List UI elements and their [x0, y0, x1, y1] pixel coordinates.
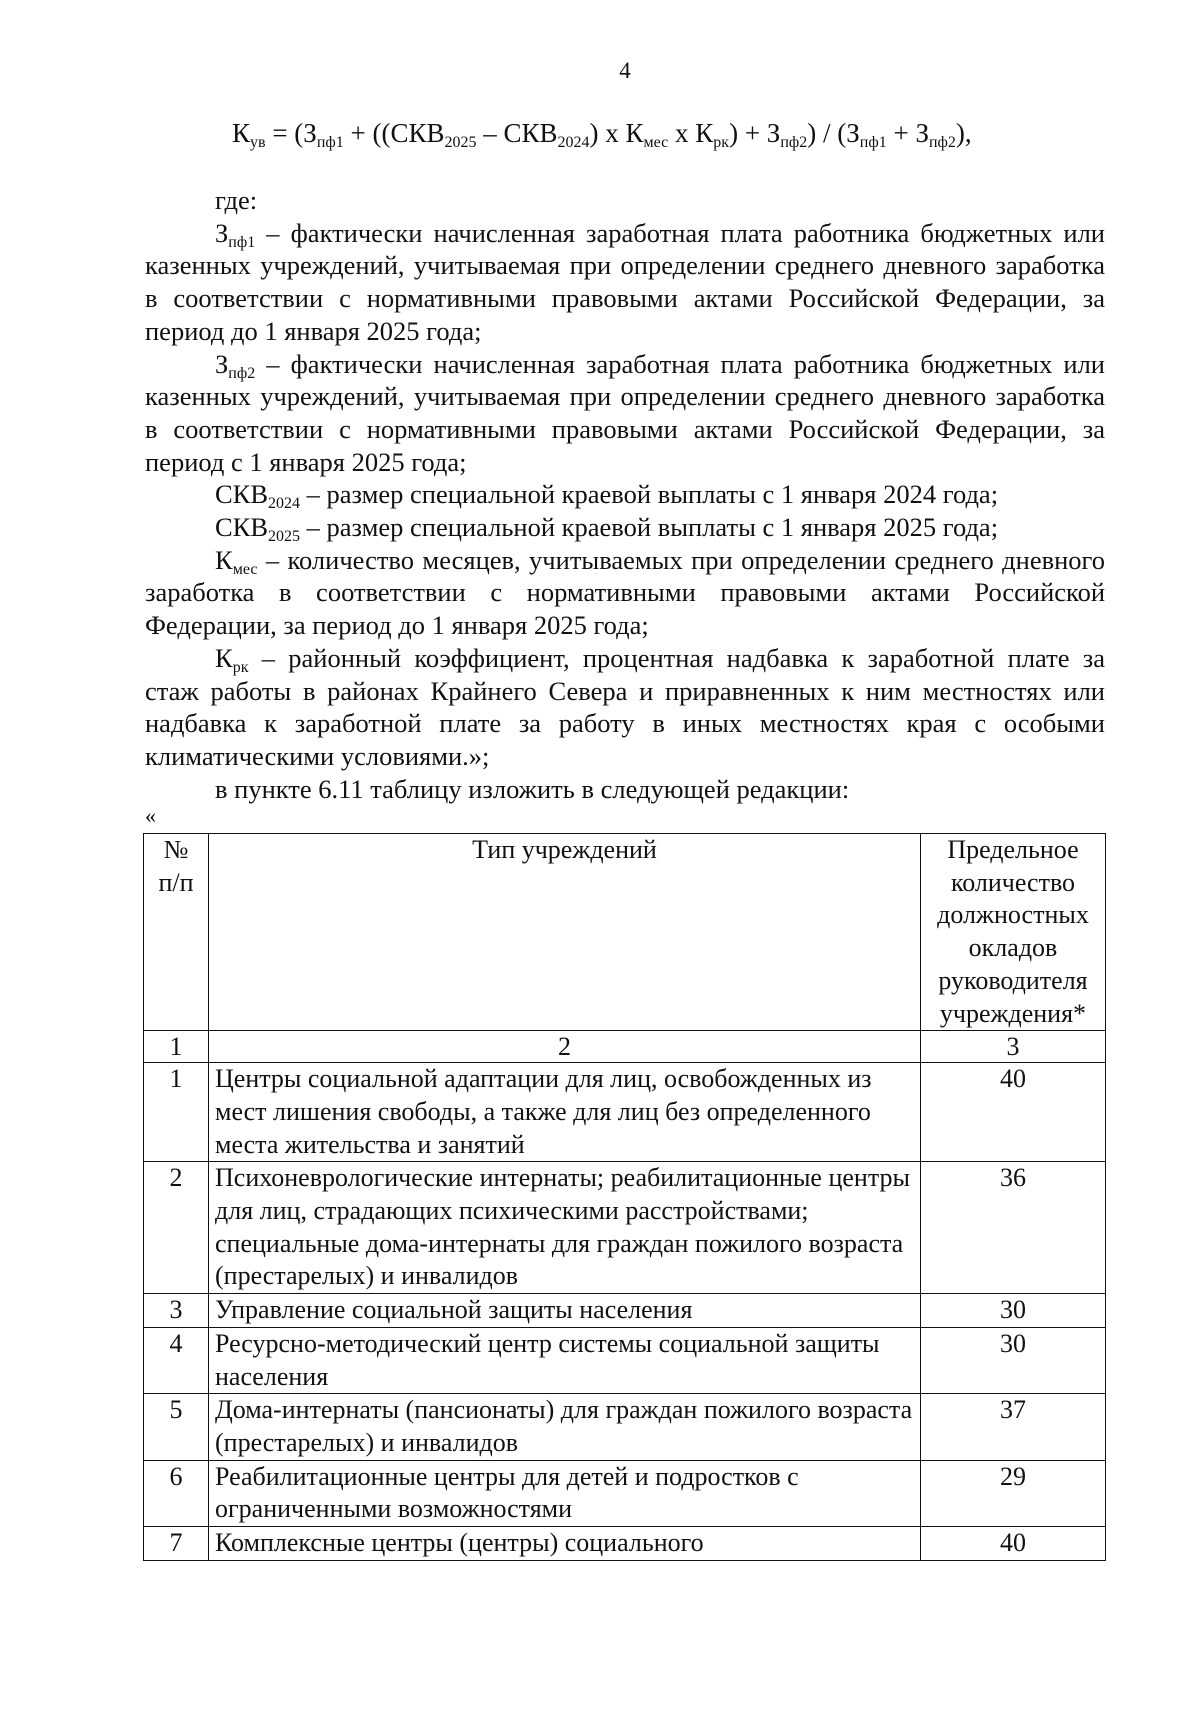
table-row: [144, 1294, 1106, 1328]
formula: $К_{ув} = (З_{пф1} + ((СКВ_{2025} - СКВ_{2024})$ х $К_{мес}$ х $К_{рк}) + З_{пф2}) / (З_{пф1} + З_{пф2})$,: [232, 118, 972, 151]
definition-k-mes: $К_{мес}$ – количество месяцев, учитываемых при определении среднего дневного заработка в соответствии с нормативными правовыми актами Российской Федерации, за период до 1 января 2025 года;: [145, 544, 1105, 641]
column-number: 3: [921, 1031, 1106, 1063]
definition-skv-2025: $СКВ_{2025}$ – размер специальной краевой выплаты с 1 января 2025 года;: [215, 512, 999, 546]
definitions-block: [145, 184, 1105, 805]
table-row: [144, 1162, 1106, 1294]
header-limit: Предельное количество должностных окладов руководителя учреждения*: [921, 834, 1106, 1031]
row-number: 7: [144, 1527, 209, 1561]
table-row: [144, 1327, 1106, 1393]
row-type: Комплексные центры (центры) социального: [209, 1527, 921, 1561]
row-number: 4: [144, 1327, 209, 1393]
row-number: 3: [144, 1294, 209, 1328]
row-type: Реабилитационные центры для детей и подростков с ограниченными возможностями: [209, 1460, 921, 1526]
row-number: 2: [144, 1162, 209, 1294]
table-row: [144, 1527, 1106, 1561]
table-row: [144, 1394, 1106, 1460]
row-type: Управление социальной защиты населения: [209, 1294, 921, 1328]
header-number: № п/п: [144, 834, 209, 1031]
row-number: 1: [144, 1063, 209, 1162]
row-value: 30: [921, 1327, 1106, 1393]
row-type: Центры социальной адаптации для лиц, освобожденных из мест лишения свободы, а также для лиц без определенного места жительства и занятий: [209, 1063, 921, 1162]
row-value: 30: [921, 1294, 1106, 1328]
definition-skv-2024: $СКВ_{2024}$ – размер специальной краевой выплаты с 1 января 2024 года;: [215, 479, 999, 513]
row-number: 6: [144, 1460, 209, 1526]
table-row: [144, 1460, 1106, 1526]
column-number: 1: [144, 1031, 209, 1063]
row-type: Дома-интернаты (пансионаты) для граждан пожилого возраста (престарелых) и инвалидов: [209, 1394, 921, 1460]
row-value: 29: [921, 1460, 1106, 1526]
row-value: 36: [921, 1162, 1106, 1294]
row-value: 40: [921, 1527, 1106, 1561]
row-value: 40: [921, 1063, 1106, 1162]
definition-z-pf1: $З_{пф1}$ – фактически начисленная заработная плата работника бюджетных или казенных учреждений, учитываемая при определении среднего дневного заработка в соответствии с нормативными правовыми актами Российской Федерации, за период до 1 января 2025 года;: [145, 217, 1105, 346]
column-number: 2: [209, 1031, 921, 1063]
row-number: 5: [144, 1394, 209, 1460]
definition-z-pf2: $З_{пф2}$ – фактически начисленная заработная плата работника бюджетных или казенных учреждений, учитываемая при определении среднего дневного заработка в соответствии с нормативными правовыми актами Российской Федерации, за период с 1 января 2025 года;: [145, 348, 1105, 477]
header-type: Тип учреждений: [209, 834, 921, 1031]
definition-k-rk: $К_{рк}$ – районный коэффициент, процентная надбавка к заработной плате за стаж работы в районах Крайнего Севера и приравненных к ним местностях или надбавка к заработной плате за работу в иных местностях края с особыми климатическими условиями.»;: [145, 642, 1105, 771]
row-type: Психоневрологические интернаты; реабилитационные центры для лиц, страдающих психическими расстройствами; специальные дома-интернаты для граждан пожилого возраста (престарелых) и инвалидов: [209, 1162, 921, 1294]
where-label: где:: [215, 185, 258, 215]
row-type: Ресурсно-методический центр системы социальной защиты населения: [209, 1327, 921, 1393]
row-value: 37: [921, 1394, 1106, 1460]
table-row: [144, 1063, 1106, 1162]
opening-quote: «: [145, 803, 156, 828]
column-numbering-row: [144, 1031, 1106, 1063]
table-intro: в пункте 6.11 таблицу изложить в следующей редакции:: [215, 773, 850, 804]
institutions-table: [143, 833, 1106, 1561]
table-header-row: [144, 834, 1106, 1031]
page-number: 4: [619, 58, 631, 83]
